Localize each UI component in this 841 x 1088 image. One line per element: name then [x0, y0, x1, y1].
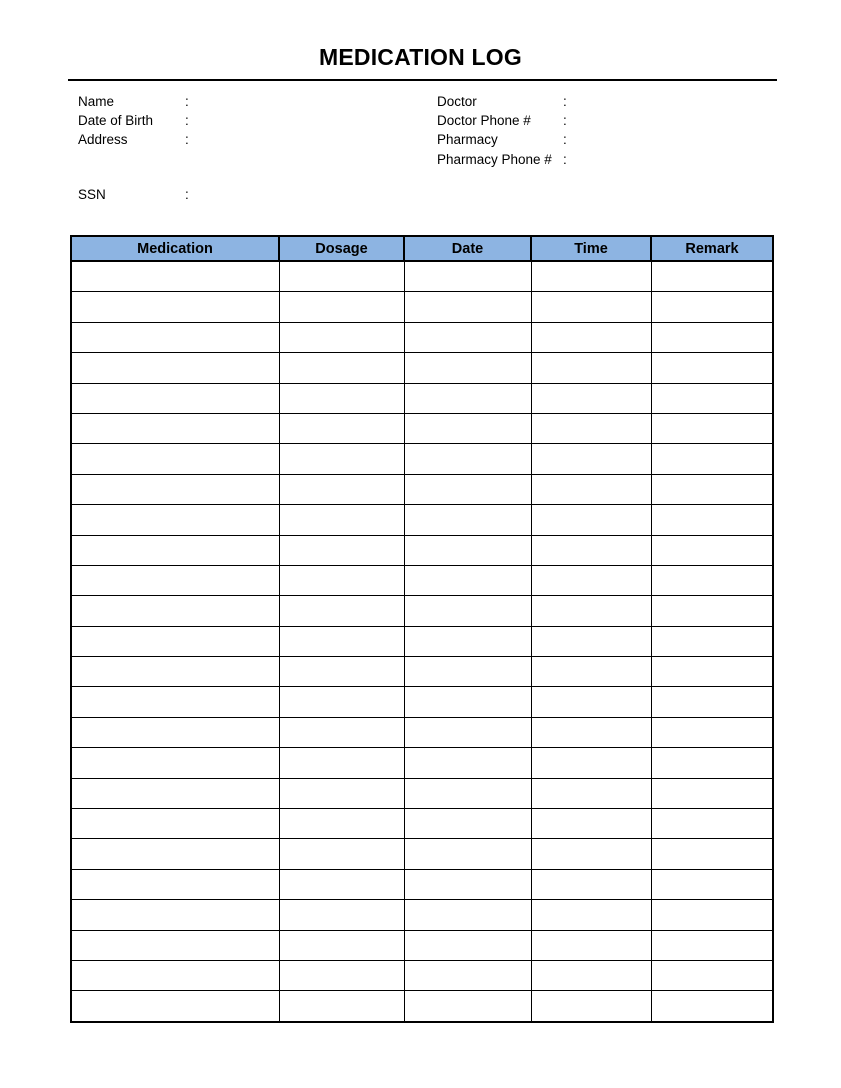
- table-cell-remark: [651, 778, 773, 808]
- field-row: [437, 92, 697, 111]
- table-cell-medication: [71, 322, 279, 352]
- table-row: [71, 991, 773, 1022]
- field-separator: :: [185, 94, 189, 109]
- field-separator: :: [563, 151, 567, 167]
- table-cell-dosage: [279, 657, 404, 687]
- table-cell-remark: [651, 809, 773, 839]
- table-row: [71, 383, 773, 413]
- table-cell-time: [531, 383, 651, 413]
- table-cell-remark: [651, 292, 773, 322]
- table-row: [71, 687, 773, 717]
- table-cell-medication: [71, 869, 279, 899]
- column-header-time: Time: [531, 236, 651, 261]
- table-cell-remark: [651, 474, 773, 504]
- table-cell-date: [404, 474, 531, 504]
- table-cell-medication: [71, 505, 279, 535]
- table-cell-time: [531, 900, 651, 930]
- table-cell-date: [404, 657, 531, 687]
- table-cell-remark: [651, 444, 773, 474]
- table-cell-remark: [651, 383, 773, 413]
- field-label: Address: [78, 132, 128, 148]
- table-cell-date: [404, 991, 531, 1022]
- table-cell-remark: [651, 839, 773, 869]
- medication-table: [70, 235, 774, 1023]
- table-cell-remark: [651, 505, 773, 535]
- table-row: [71, 657, 773, 687]
- table-cell-medication: [71, 353, 279, 383]
- field-separator: :: [185, 187, 189, 202]
- table-cell-time: [531, 535, 651, 565]
- table-cell-medication: [71, 261, 279, 292]
- table-cell-date: [404, 505, 531, 535]
- table-cell-dosage: [279, 687, 404, 717]
- column-header-date: Date: [404, 236, 531, 261]
- table-cell-date: [404, 839, 531, 869]
- table-cell-time: [531, 839, 651, 869]
- table-cell-medication: [71, 626, 279, 656]
- table-cell-date: [404, 413, 531, 443]
- table-cell-remark: [651, 960, 773, 990]
- page-title: MEDICATION LOG: [319, 44, 522, 70]
- table-row: [71, 535, 773, 565]
- table-cell-date: [404, 353, 531, 383]
- table-cell-time: [531, 778, 651, 808]
- table-cell-medication: [71, 778, 279, 808]
- table-cell-date: [404, 900, 531, 930]
- table-cell-time: [531, 596, 651, 626]
- table-row: [71, 748, 773, 778]
- table-cell-dosage: [279, 505, 404, 535]
- table-row: [71, 839, 773, 869]
- table-cell-date: [404, 565, 531, 595]
- table-cell-date: [404, 444, 531, 474]
- table-cell-dosage: [279, 383, 404, 413]
- table-cell-time: [531, 809, 651, 839]
- table-cell-remark: [651, 413, 773, 443]
- table-cell-remark: [651, 869, 773, 899]
- table-cell-date: [404, 869, 531, 899]
- field-label: SSN: [78, 187, 106, 202]
- field-separator: :: [185, 113, 189, 129]
- table-cell-date: [404, 748, 531, 778]
- table-cell-time: [531, 413, 651, 443]
- table-cell-dosage: [279, 626, 404, 656]
- table-cell-medication: [71, 930, 279, 960]
- field-label: Date of Birth: [78, 113, 154, 129]
- table-cell-dosage: [279, 778, 404, 808]
- table-cell-time: [531, 626, 651, 656]
- table-row: [71, 869, 773, 899]
- table-cell-date: [404, 596, 531, 626]
- table-cell-time: [531, 687, 651, 717]
- table-cell-time: [531, 748, 651, 778]
- field-label: Pharmacy: [437, 132, 498, 148]
- table-cell-date: [404, 261, 531, 292]
- field-separator: :: [563, 132, 567, 148]
- field-row: [437, 150, 697, 169]
- table-cell-medication: [71, 383, 279, 413]
- table-cell-date: [404, 930, 531, 960]
- table-cell-time: [531, 505, 651, 535]
- table-header-row: [71, 236, 773, 261]
- table-cell-medication: [71, 292, 279, 322]
- field-row: [78, 92, 319, 111]
- table-cell-time: [531, 353, 651, 383]
- table-row: [71, 565, 773, 595]
- table-cell-medication: [71, 413, 279, 443]
- patient-info-fields: [78, 92, 319, 150]
- table-cell-date: [404, 960, 531, 990]
- table-cell-dosage: [279, 900, 404, 930]
- table-cell-date: [404, 809, 531, 839]
- field-row: [78, 185, 319, 204]
- table-cell-medication: [71, 960, 279, 990]
- table-cell-date: [404, 535, 531, 565]
- field-separator: :: [563, 113, 567, 129]
- table-cell-time: [531, 261, 651, 292]
- table-row: [71, 353, 773, 383]
- table-cell-remark: [651, 353, 773, 383]
- table-row: [71, 778, 773, 808]
- table-cell-date: [404, 383, 531, 413]
- table-cell-date: [404, 626, 531, 656]
- table-cell-medication: [71, 657, 279, 687]
- table-row: [71, 413, 773, 443]
- table-row: [71, 626, 773, 656]
- table-cell-dosage: [279, 292, 404, 322]
- table-cell-time: [531, 322, 651, 352]
- table-cell-remark: [651, 535, 773, 565]
- table-cell-dosage: [279, 596, 404, 626]
- table-cell-remark: [651, 900, 773, 930]
- column-header-remark: Remark: [651, 236, 773, 261]
- table-row: [71, 474, 773, 504]
- table-cell-time: [531, 474, 651, 504]
- table-cell-date: [404, 687, 531, 717]
- table-cell-dosage: [279, 839, 404, 869]
- table-cell-medication: [71, 565, 279, 595]
- field-row: [78, 130, 319, 149]
- table-cell-dosage: [279, 991, 404, 1022]
- table-cell-dosage: [279, 474, 404, 504]
- table-cell-time: [531, 565, 651, 595]
- table-cell-dosage: [279, 444, 404, 474]
- table-row: [71, 261, 773, 292]
- table-row: [71, 900, 773, 930]
- table-cell-dosage: [279, 717, 404, 747]
- provider-info-fields: [437, 92, 697, 169]
- table-row: [71, 960, 773, 990]
- table-cell-dosage: [279, 535, 404, 565]
- table-cell-dosage: [279, 809, 404, 839]
- table-row: [71, 930, 773, 960]
- table-cell-dosage: [279, 565, 404, 595]
- column-header-medication: Medication: [71, 236, 279, 261]
- field-label: Name: [78, 94, 115, 109]
- field-label: Doctor: [437, 94, 477, 109]
- field-label: Pharmacy Phone #: [437, 151, 552, 167]
- table-cell-medication: [71, 839, 279, 869]
- table-row: [71, 322, 773, 352]
- table-cell-medication: [71, 687, 279, 717]
- table-cell-dosage: [279, 930, 404, 960]
- table-cell-remark: [651, 596, 773, 626]
- table-cell-medication: [71, 444, 279, 474]
- table-cell-time: [531, 657, 651, 687]
- field-separator: :: [185, 132, 189, 148]
- table-cell-remark: [651, 565, 773, 595]
- field-row: [437, 111, 697, 130]
- table-cell-remark: [651, 991, 773, 1022]
- table-cell-date: [404, 717, 531, 747]
- table-cell-medication: [71, 596, 279, 626]
- table-cell-remark: [651, 322, 773, 352]
- table-cell-medication: [71, 991, 279, 1022]
- table-row: [71, 505, 773, 535]
- table-row: [71, 596, 773, 626]
- table-row: [71, 292, 773, 322]
- table-cell-remark: [651, 717, 773, 747]
- table-cell-remark: [651, 748, 773, 778]
- table-cell-dosage: [279, 322, 404, 352]
- table-cell-remark: [651, 687, 773, 717]
- table-cell-medication: [71, 474, 279, 504]
- field-row: [78, 111, 319, 130]
- table-cell-remark: [651, 626, 773, 656]
- table-cell-dosage: [279, 353, 404, 383]
- table-cell-dosage: [279, 413, 404, 443]
- table-cell-medication: [71, 900, 279, 930]
- table-cell-dosage: [279, 261, 404, 292]
- table-cell-time: [531, 869, 651, 899]
- title-divider: [68, 79, 777, 81]
- table-cell-time: [531, 930, 651, 960]
- column-header-dosage: Dosage: [279, 236, 404, 261]
- table-row: [71, 444, 773, 474]
- table-cell-time: [531, 444, 651, 474]
- table-cell-remark: [651, 930, 773, 960]
- field-label: Doctor Phone #: [437, 113, 531, 129]
- table-cell-dosage: [279, 960, 404, 990]
- field-row: [437, 130, 697, 149]
- table-cell-dosage: [279, 869, 404, 899]
- table-cell-date: [404, 322, 531, 352]
- table-cell-time: [531, 292, 651, 322]
- table-cell-time: [531, 991, 651, 1022]
- ssn-field-row: [78, 185, 319, 204]
- table-cell-dosage: [279, 748, 404, 778]
- table-cell-medication: [71, 717, 279, 747]
- table-cell-remark: [651, 261, 773, 292]
- table-cell-time: [531, 717, 651, 747]
- table-cell-date: [404, 778, 531, 808]
- table-cell-medication: [71, 809, 279, 839]
- table-cell-time: [531, 960, 651, 990]
- field-separator: :: [563, 94, 567, 109]
- table-cell-medication: [71, 748, 279, 778]
- table-cell-date: [404, 292, 531, 322]
- table-row: [71, 717, 773, 747]
- table-cell-medication: [71, 535, 279, 565]
- table-row: [71, 809, 773, 839]
- table-cell-remark: [651, 657, 773, 687]
